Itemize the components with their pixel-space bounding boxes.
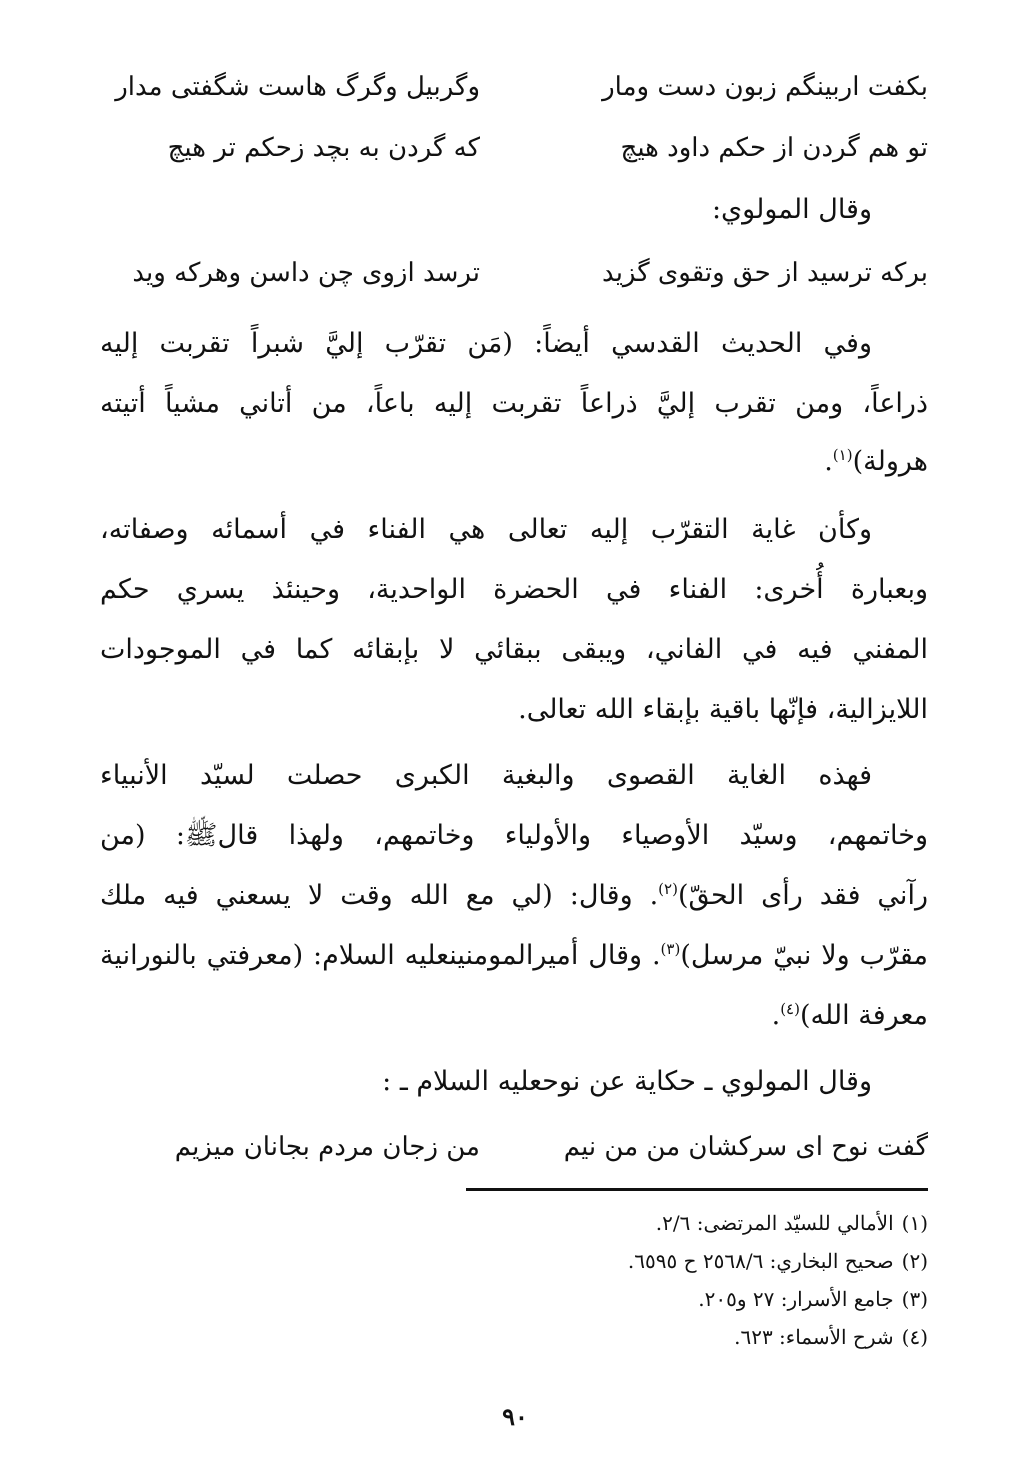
- text-segment: معرفة الله): [799, 1000, 928, 1031]
- paragraph-line: فهذه الغاية القصوى والبغية الكبرى حصلت لسيّد الأنبياء: [100, 760, 872, 791]
- intro-maulawi-1: وقال المولوي:: [711, 194, 872, 225]
- footnote-number: (٤): [901, 1325, 928, 1349]
- paragraph-line: وفي الحديث القدسي أيضاً: (مَن تقرّب إليَّ شبراً تقربت إليه: [100, 328, 872, 359]
- footnote-separator: [466, 1188, 928, 1191]
- page-number: ٩٠: [502, 1402, 528, 1431]
- verse-1: [100, 62, 928, 112]
- text-segment: رآني فقد رأى الحقّ): [677, 880, 928, 911]
- footnote-ref: (١): [832, 446, 853, 464]
- text-segment: . وقال: (لي مع الله وقت لا يسعني فيه ملك: [100, 880, 659, 911]
- paragraph-line-last: معرفة الله)$^{(٤)}$.: [771, 1000, 928, 1031]
- verse-hemistich-first: بكفت اربينگم زبون دست ومار: [602, 72, 928, 102]
- footnote: [734, 1320, 928, 1354]
- paragraph-line: [100, 926, 928, 986]
- footnote-ref: (٤): [780, 1000, 800, 1018]
- footnote-text: شرح الأسماء: ٦٢٣.: [734, 1325, 894, 1349]
- footnote-ref: (٣): [660, 940, 681, 958]
- footnote: [628, 1244, 928, 1278]
- intro-maulawi-2: وقال المولوي ـ حكاية عن نوحعليه السلام ـ :: [382, 1066, 872, 1097]
- hadith-end-text: هرولة): [852, 446, 928, 477]
- footnote-number: (٣): [901, 1287, 928, 1311]
- footnote: [656, 1206, 928, 1240]
- verse-hemistich-first: گفت نوح اى سركشان من من نيم: [563, 1132, 928, 1162]
- paragraph-line: [100, 866, 928, 926]
- verse-2: [100, 123, 928, 173]
- verse-hemistich-second: كه گردن به بچد زحكم تر هيچ: [167, 133, 480, 163]
- paragraph-line: وكأن غاية التقرّب إليه تعالى هي الفناء في أسمائه وصفاته،: [100, 514, 872, 545]
- paragraph-line: ذراعاً، ومن تقرب إليَّ ذراعاً تقربت إليه باعاً، من أتاني مشياً أتيته: [100, 388, 928, 419]
- text-segment: . وقال أميرالمومنينعليه السلام: (معرفتي بالنورانية: [100, 940, 661, 971]
- verse-4: [100, 1122, 928, 1172]
- footnote: [698, 1282, 928, 1316]
- footnote-number: (٢): [901, 1249, 928, 1273]
- footnote-number: (١): [901, 1211, 928, 1235]
- paragraph-line: المفني فيه في الفاني، ويبقى ببقائي لا بإبقائه كما في الموجودات: [100, 634, 928, 665]
- footnote-text: الأمالي للسيّد المرتضى: ٢/٦.: [655, 1211, 894, 1235]
- verse-hemistich-second: من زجان مردم بجانان ميزيم: [174, 1132, 480, 1162]
- paragraph-line: وخاتمهم، وسيّد الأوصياء والأولياء وخاتمهم، ولهذا قالﷺ: (من: [100, 820, 928, 851]
- footnote-ref: (٢): [658, 880, 678, 898]
- verse-hemistich-first: تو هم گردن از حكم داود هيچ: [620, 133, 928, 163]
- text-segment: مقرّب ولا نبيّ مرسل): [680, 940, 928, 971]
- verse-hemistich-second: وگربيل وگرگ هاست شگفتی مدار: [115, 72, 480, 102]
- verse-hemistich-second: ترسد ازوی چن داسن وهركه ويد: [132, 258, 480, 288]
- verse-3: [100, 248, 928, 298]
- paragraph-line-last: هرولة)$^{(١)}$.: [824, 446, 928, 477]
- footnote-text: صحيح البخاري: ٢٥٦٨/٦ ح ٦٥٩٥.: [627, 1249, 894, 1273]
- paragraph-line: اللايزالية، فإنّها باقية بإبقاء الله تعالى.: [518, 694, 928, 725]
- verse-hemistich-first: بركه ترسيد از حق وتقوى گزيد: [602, 258, 928, 288]
- footnote-text: جامع الأسرار: ٢٧ و٢٠٥.: [698, 1287, 894, 1311]
- paragraph-line: وبعبارة أُخرى: الفناء في الحضرة الواحدية، وحينئذ يسري حكم: [100, 574, 928, 605]
